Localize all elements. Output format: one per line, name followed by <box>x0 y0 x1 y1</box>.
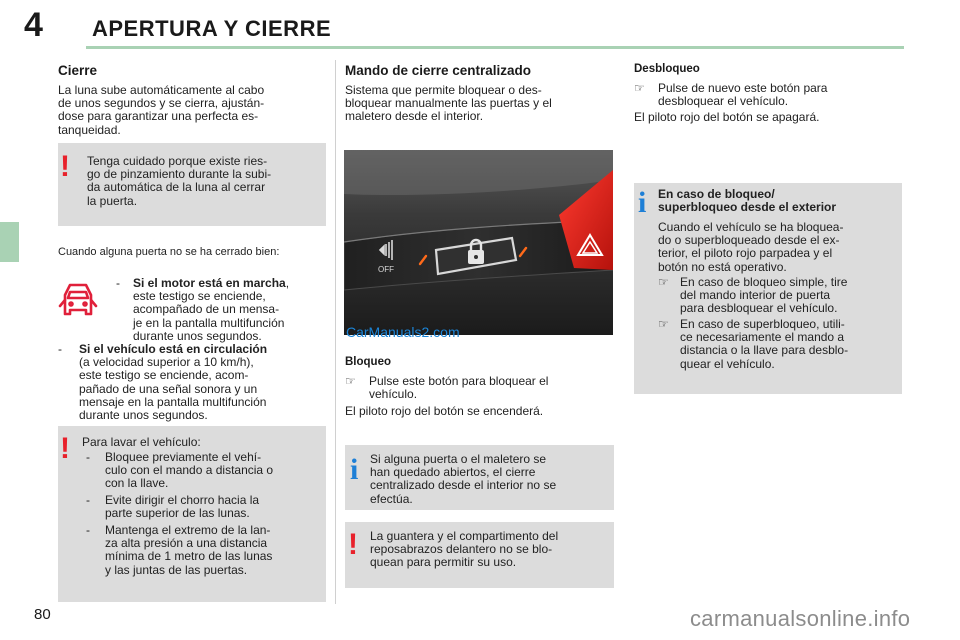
warning-icon: ! <box>348 528 358 561</box>
desbloqueo-line: Pulse de nuevo este botón para <box>658 81 828 95</box>
info-item-line: para desbloquear el vehículo. <box>680 301 838 316</box>
pointing-hand-icon: ☞ <box>345 374 356 388</box>
chapter-side-tab <box>0 222 19 262</box>
wash-line: za alta presión a una distancia <box>105 536 268 551</box>
info-line: Cuando el vehículo se ha bloquea- <box>658 220 844 234</box>
desbloqueo-result: El piloto rojo del botón se apagará. <box>634 110 820 124</box>
chapter-number: 4 <box>24 6 43 44</box>
wash-line: y las juntas de las puertas. <box>105 562 248 577</box>
cierre-heading: Cierre <box>58 63 98 78</box>
engine-running-bold: Si el motor está en marcha <box>133 276 286 290</box>
vehicle-moving-bold: Si el vehículo está en circulación <box>79 342 268 356</box>
moving-line: pañado de una señal sonora y un <box>79 381 258 396</box>
wash-line: Bloquee previamente el vehí- <box>105 450 262 464</box>
mando-intro-line: maletero desde el interior. <box>345 109 484 124</box>
info-line: centralizado desde el interior no se <box>370 478 557 493</box>
warning-line: da automática de la luna al cerrar <box>87 180 266 195</box>
door-open-lamp-icon <box>58 280 98 320</box>
mando-heading: Mando de cierre centralizado <box>345 63 532 78</box>
warning-line: Tenga cuidado porque existe ries- <box>87 154 268 168</box>
vehicle-moving-text <box>79 343 326 422</box>
wash-line: Evite dirigir el chorro hacia la <box>105 493 260 507</box>
moving-line: mensaje en la pantalla multifunción <box>79 394 267 409</box>
page-number: 80 <box>34 606 51 623</box>
info-icon: i <box>638 186 647 219</box>
mando-intro-line: Sistema que permite bloquear o des- <box>345 83 542 97</box>
column-divider <box>335 60 336 604</box>
mando-intro <box>345 84 614 124</box>
bloqueo-line: vehículo. <box>369 387 418 402</box>
info-line: do o superbloqueado desde el ex- <box>658 233 840 248</box>
dash-mark: - <box>86 450 90 464</box>
wash-title: Para lavar el vehículo: <box>82 435 201 449</box>
engine-line: acompañado de un mensa- <box>133 302 280 317</box>
pointing-hand-icon: ☞ <box>634 81 645 95</box>
exterior-lock-info-text <box>658 221 896 274</box>
engine-line: este testigo se enciende, <box>133 289 266 304</box>
wash-line: con la llave. <box>105 476 169 491</box>
off-label: OFF <box>378 265 394 274</box>
wash-line: Mantenga el extremo de la lan- <box>105 523 271 537</box>
info-icon: i <box>350 453 359 486</box>
info-item-line: ce necesariamente el mando a <box>680 330 845 345</box>
info-heading-line: En caso de bloqueo/ <box>658 187 775 201</box>
moving-line: este testigo se enciende, acom- <box>79 368 249 383</box>
wash-line: culo con el mando a distancia o <box>105 463 274 478</box>
info-item-line: distancia o la llave para desblo- <box>680 343 849 358</box>
cierre-intro-line: dose para garantizar una perfecta es- <box>58 109 259 124</box>
engine-line: durante unos segundos. <box>133 328 262 343</box>
moving-dash: - <box>58 342 62 356</box>
cierre-intro <box>58 84 328 137</box>
info-line: efectúa. <box>370 491 413 506</box>
chapter-title: APERTURA Y CIERRE <box>92 16 332 41</box>
cierre-intro-line: La luna sube automáticamente al cabo <box>58 83 265 97</box>
wash-line: parte superior de las lunas. <box>105 506 250 521</box>
info-heading-line: superbloqueo desde el exterior <box>658 200 837 215</box>
bloqueo-result: El piloto rojo del botón se encenderá. <box>345 404 544 418</box>
title-rule <box>86 46 904 49</box>
info-line: Si alguna puerta o el maletero se <box>370 452 547 466</box>
watermark-top: CarManuals2.com <box>346 324 460 340</box>
door-open-label: Cuando alguna puerta no se ha cerrado bien: <box>58 246 280 258</box>
engine-dash: - <box>116 276 120 290</box>
warning-icon: ! <box>60 432 70 465</box>
wash-line: mínima de 1 metro de las lunas <box>105 549 273 564</box>
cierre-intro-line: de unos segundos y se cierra, ajustán- <box>58 96 265 111</box>
warning-line: reposabrazos delantero no se blo- <box>370 542 553 557</box>
watermark-bottom: carmanualsonline.info <box>690 606 911 631</box>
pointing-hand-icon: ☞ <box>658 317 669 331</box>
dash-mark: - <box>86 523 90 537</box>
pointing-hand-icon: ☞ <box>658 275 669 289</box>
info-item-line: En caso de superbloqueo, utili- <box>680 317 845 331</box>
info-line: han quedado abiertos, el cierre <box>370 465 536 480</box>
desbloqueo-heading: Desbloqueo <box>634 63 700 75</box>
dash-mark: - <box>86 493 90 507</box>
bloqueo-heading: Bloqueo <box>345 356 391 368</box>
warning-icon: ! <box>60 150 70 183</box>
info-item-line: del mando interior de puerta <box>680 288 831 303</box>
engine-running-text <box>133 277 326 343</box>
warning-line: quean para permitir su uso. <box>370 555 517 570</box>
glovebox-warning-text <box>370 530 609 570</box>
engine-line: je en la pantalla multifunción <box>133 315 285 330</box>
engine-line: , <box>285 276 290 290</box>
info-item-line: En caso de bloqueo simple, tire <box>680 275 848 289</box>
bloqueo-line: Pulse este botón para bloquear el <box>369 374 549 388</box>
warning-line: la puerta. <box>87 193 138 208</box>
moving-line: durante unos segundos. <box>79 408 208 423</box>
mando-intro-line: bloquear manualmente las puertas y el <box>345 96 552 111</box>
info-line: botón no está operativo. <box>658 259 787 274</box>
moving-line: (a velocidad superior a 10 km/h), <box>79 355 254 370</box>
cierre-intro-line: tanqueidad. <box>58 122 121 137</box>
warning-line: La guantera y el compartimento del <box>370 529 559 543</box>
pinch-warning-text <box>87 155 321 208</box>
exterior-lock-info-heading <box>658 188 836 214</box>
warning-line: go de pinzamiento durante la subi- <box>87 167 272 182</box>
central-locking-photo <box>344 150 613 335</box>
info-line: terior, el piloto rojo parpadea y el <box>658 246 833 261</box>
open-door-info-text <box>370 453 609 506</box>
desbloqueo-line: desbloquear el vehículo. <box>658 94 789 109</box>
info-item-line: quear el vehículo. <box>680 356 775 371</box>
